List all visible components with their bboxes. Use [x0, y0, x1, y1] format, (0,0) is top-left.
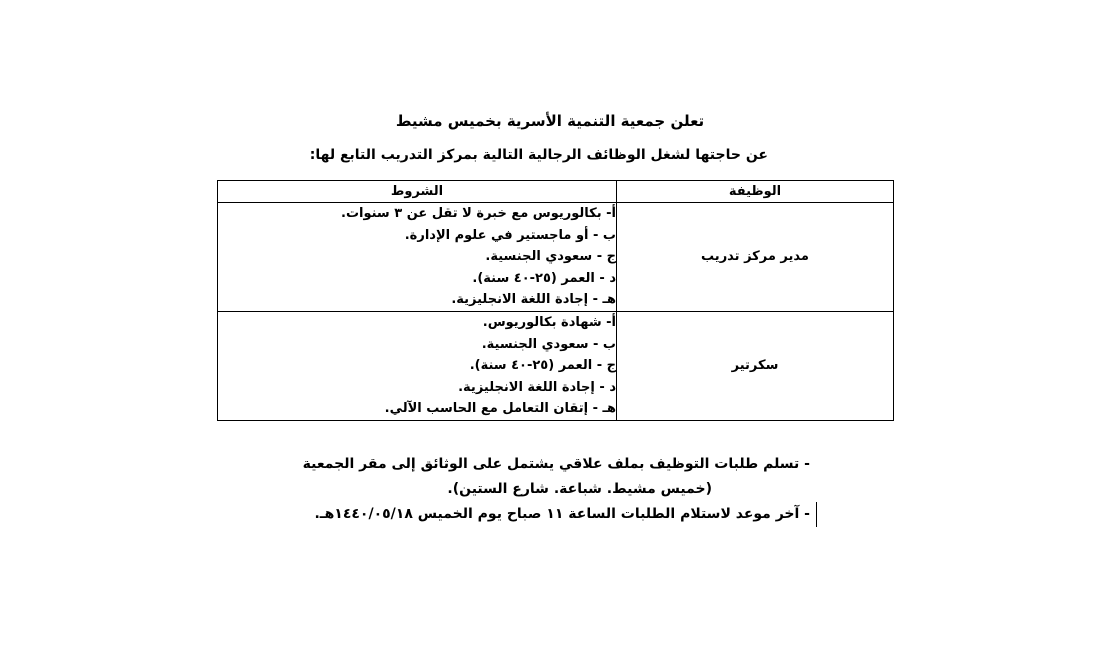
condition-item: هـ - إجادة اللغة الانجليزية.	[451, 292, 616, 308]
deadline-note: - آخر موعد لاستلام الطلبات الساعة ١١ صباح يوم الخميس ١٤٤٠/٠٥/١٨هـ.	[314, 502, 817, 527]
condition-item: أ- شهادة بكالوريوس.	[482, 314, 616, 330]
job-title-cell: سكرتير	[617, 311, 894, 420]
table-row	[218, 203, 894, 312]
address-note: (خميس مشيط. شباعة. شارع الستين).	[447, 481, 712, 497]
announcement-title: تعلن جمعية التنمية الأسرية بخميس مشيط	[395, 112, 705, 130]
header-job: الوظيفة	[617, 181, 894, 203]
job-title-cell: مدير مركز تدريب	[617, 203, 894, 312]
condition-item: ج - العمر (٢٥-٤٠ سنة).	[469, 358, 616, 374]
table-header-row	[218, 181, 894, 203]
condition-item: ج - سعودي الجنسية.	[485, 249, 616, 265]
notes-section	[290, 452, 810, 527]
condition-item: هـ - إتقان التعامل مع الحاسب الآلي.	[384, 401, 616, 417]
announcement-subtitle: عن حاجتها لشغل الوظائف الرجالية التالية بمركز التدريب التابع لها:	[309, 147, 768, 163]
condition-item: أ- بكالوريوس مع خبرة لا تقل عن ٣ سنوات.	[341, 206, 616, 221]
condition-item: ب - أو ماجستير في علوم الإدارة.	[404, 227, 616, 243]
jobs-table	[217, 180, 894, 421]
conditions-cell	[218, 203, 617, 312]
condition-item: د - العمر (٢٥-٤٠ سنة).	[472, 270, 616, 286]
condition-item: ب - سعودي الجنسية.	[481, 336, 616, 352]
header-conditions: الشروط	[218, 181, 617, 203]
table-row	[218, 311, 894, 420]
conditions-cell	[218, 311, 617, 420]
condition-item: د - إجادة اللغة الانجليزية.	[458, 379, 616, 395]
submission-note: - تسلم طلبات التوظيف بملف علاقي يشتمل على الوثائق إلى مقر الجمعية	[302, 456, 810, 472]
